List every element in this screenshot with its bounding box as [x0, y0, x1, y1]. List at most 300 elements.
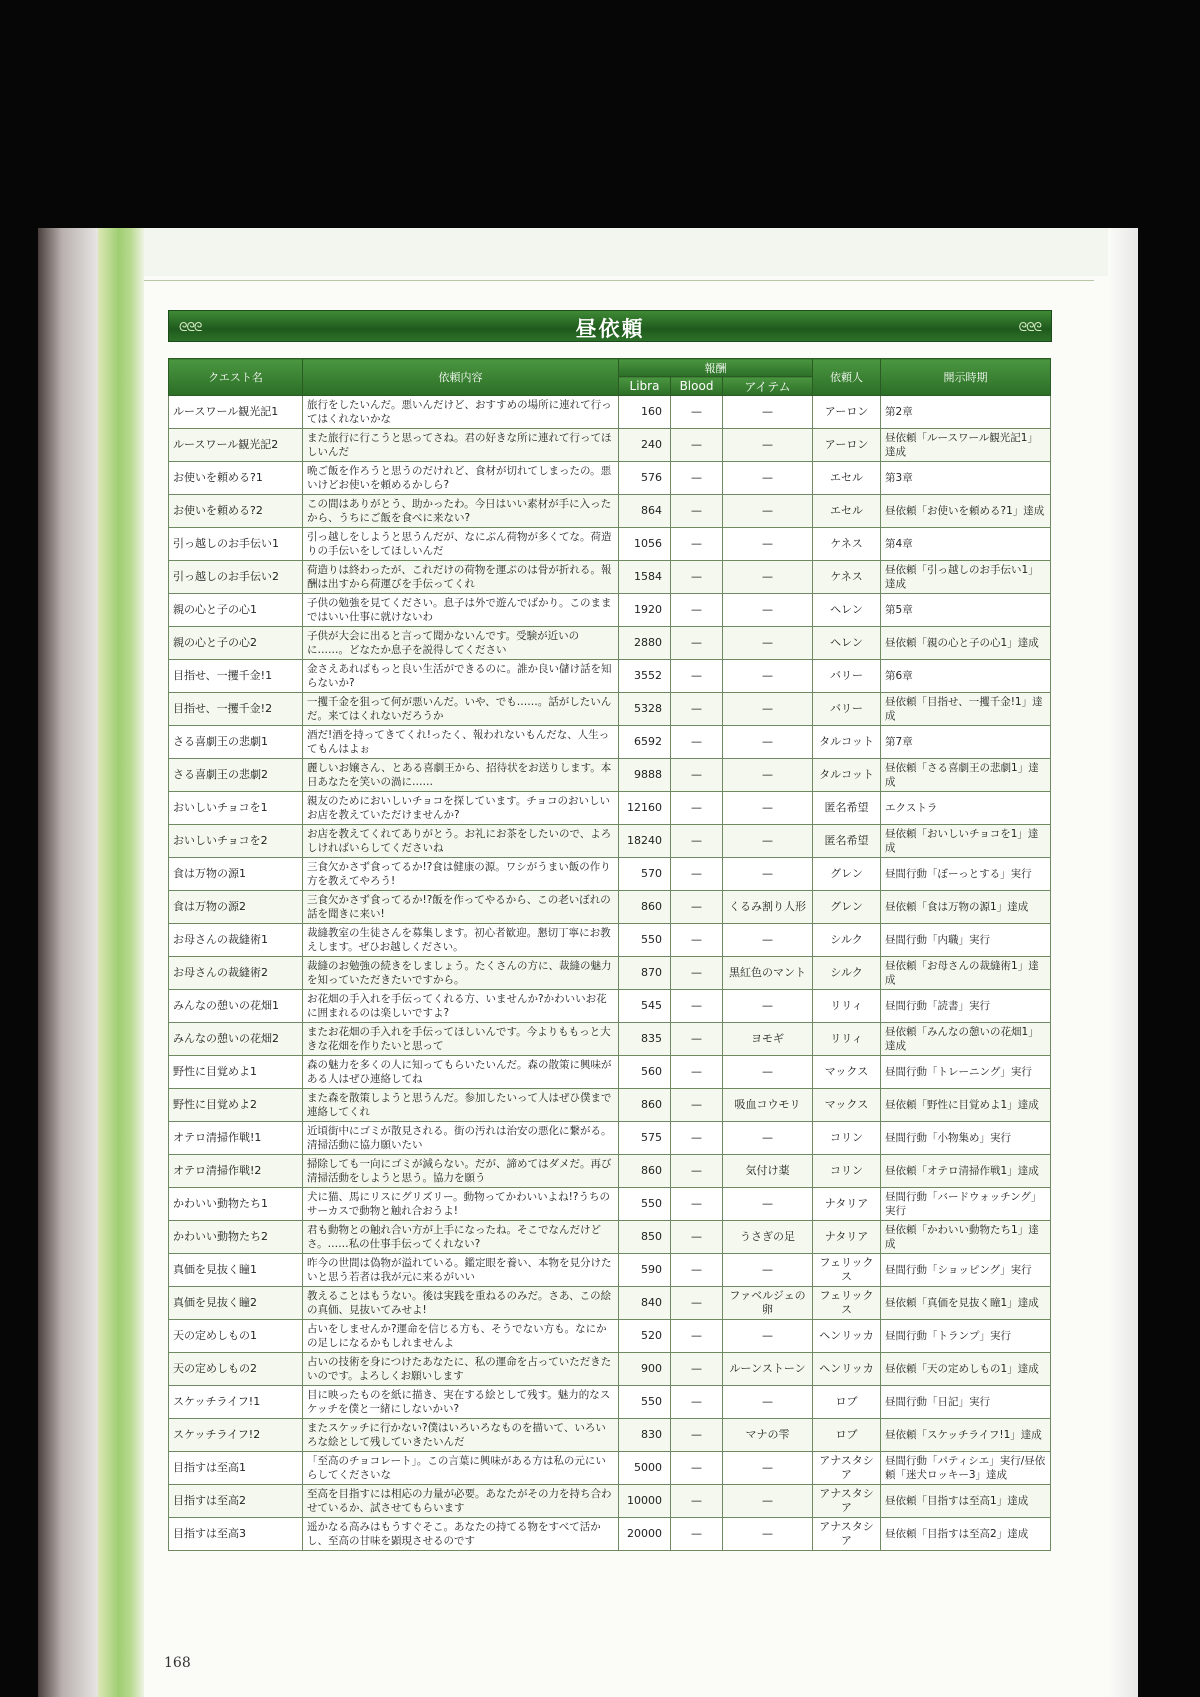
page-right-edge [1108, 228, 1138, 1697]
table-row [169, 1023, 1051, 1056]
quest-name-cell: 野性に目覚めよ2 [169, 1089, 303, 1122]
table-row [169, 396, 1051, 429]
condition-cell: 昼依頼「ルースワール観光記1」達成 [881, 429, 1051, 462]
quest-name-cell: 食は万物の源1 [169, 858, 303, 891]
header-item: アイテム [723, 377, 813, 396]
libra-cell: 1584 [619, 561, 671, 594]
content-cell: お店を教えてくれてありがとう。お礼にお茶をしたいので、よろしければいらしてくださいね [303, 825, 619, 858]
content-cell: 至高を目指すには相応の力量が必要。あなたがその力を持ち合わせているか、試させてもらいます [303, 1485, 619, 1518]
item-cell: ファベルジェの卵 [723, 1287, 813, 1320]
page-header-strip [144, 228, 1138, 276]
ornament-left-icon: ᘓᘓᘓ [179, 320, 202, 334]
content-cell: 子供が大会に出ると言って聞かないんです。受験が近いのに……。どなたか息子を説得してください [303, 627, 619, 660]
quest-name-cell: 天の定めしもの1 [169, 1320, 303, 1353]
quest-name-cell: 親の心と子の心1 [169, 594, 303, 627]
item-cell: — [723, 1188, 813, 1221]
content-cell: 近頃街中にゴミが散見される。街の汚れは治安の悪化に繋がる。清掃活動に協力願いたい [303, 1122, 619, 1155]
blood-cell: — [671, 1188, 723, 1221]
item-cell: 気付け薬 [723, 1155, 813, 1188]
item-cell: — [723, 1254, 813, 1287]
item-cell: — [723, 1386, 813, 1419]
libra-cell: 6592 [619, 726, 671, 759]
content-cell: 教えることはもうない。後は実践を重ねるのみだ。さあ、この絵の真価、見抜いてみせよ! [303, 1287, 619, 1320]
table-row [169, 1056, 1051, 1089]
content-cell: 占いをしませんか?運命を信じる方も、そうでない方も。なにかの足しになるかもしれませんよ [303, 1320, 619, 1353]
header-client: 依頼人 [813, 359, 881, 396]
condition-cell: 昼依頼「天の定めしもの1」達成 [881, 1353, 1051, 1386]
client-cell: シルク [813, 924, 881, 957]
table-row [169, 429, 1051, 462]
libra-cell: 576 [619, 462, 671, 495]
quest-name-cell: 引っ越しのお手伝い1 [169, 528, 303, 561]
libra-cell: 864 [619, 495, 671, 528]
blood-cell: — [671, 1056, 723, 1089]
libra-cell: 20000 [619, 1518, 671, 1551]
content-cell: 「至高のチョコレート」。この言葉に興味がある方は私の元にいらしてくださいな [303, 1452, 619, 1485]
blood-cell: — [671, 858, 723, 891]
blood-cell: — [671, 462, 723, 495]
header-libra: Libra [619, 377, 671, 396]
item-cell: — [723, 1452, 813, 1485]
table-row [169, 957, 1051, 990]
condition-cell: 昼間行動「トレーニング」実行 [881, 1056, 1051, 1089]
item-cell: — [723, 396, 813, 429]
table-row [169, 495, 1051, 528]
item-cell: — [723, 858, 813, 891]
libra-cell: 1920 [619, 594, 671, 627]
condition-cell: 昼依頼「みんなの憩いの花畑1」達成 [881, 1023, 1051, 1056]
libra-cell: 10000 [619, 1485, 671, 1518]
blood-cell: — [671, 759, 723, 792]
libra-cell: 900 [619, 1353, 671, 1386]
quest-name-cell: さる喜劇王の悲劇2 [169, 759, 303, 792]
quest-name-cell: スケッチライフ!2 [169, 1419, 303, 1452]
quest-name-cell: ルースワール観光記2 [169, 429, 303, 462]
item-cell: ヨモギ [723, 1023, 813, 1056]
quest-name-cell: スケッチライフ!1 [169, 1386, 303, 1419]
client-cell: 匿名希望 [813, 825, 881, 858]
item-cell: — [723, 693, 813, 726]
table-row [169, 462, 1051, 495]
condition-cell: 昼依頼「オテロ清掃作戦1」達成 [881, 1155, 1051, 1188]
item-cell: — [723, 495, 813, 528]
content-cell: 酒だ!酒を持ってきてくれ!ったく、報われないもんだな、人生ってもんはよぉ [303, 726, 619, 759]
client-cell: グレン [813, 858, 881, 891]
client-cell: ロブ [813, 1386, 881, 1419]
quest-name-cell: お母さんの裁縫術2 [169, 957, 303, 990]
quest-name-cell: 真価を見抜く瞳2 [169, 1287, 303, 1320]
blood-cell: — [671, 1320, 723, 1353]
condition-cell: 昼間行動「トランプ」実行 [881, 1320, 1051, 1353]
quest-table-body [169, 396, 1051, 1551]
table-row [169, 1485, 1051, 1518]
content-cell: 親友のためにおいしいチョコを探しています。チョコのおいしいお店を教えていただけませんか? [303, 792, 619, 825]
libra-cell: 860 [619, 1089, 671, 1122]
client-cell: アナスタシア [813, 1518, 881, 1551]
condition-cell: 昼依頼「スケッチライフ!1」達成 [881, 1419, 1051, 1452]
client-cell: ナタリア [813, 1221, 881, 1254]
quest-name-cell: 食は万物の源2 [169, 891, 303, 924]
condition-cell: 昼間行動「読書」実行 [881, 990, 1051, 1023]
condition-cell: エクストラ [881, 792, 1051, 825]
blood-cell: — [671, 1155, 723, 1188]
libra-cell: 830 [619, 1419, 671, 1452]
quest-name-cell: かわいい動物たち1 [169, 1188, 303, 1221]
condition-cell: 第7章 [881, 726, 1051, 759]
item-cell: — [723, 1122, 813, 1155]
condition-cell: 昼間行動「ショッピング」実行 [881, 1254, 1051, 1287]
item-cell: — [723, 561, 813, 594]
blood-cell: — [671, 924, 723, 957]
table-row [169, 924, 1051, 957]
client-cell: バリー [813, 660, 881, 693]
libra-cell: 870 [619, 957, 671, 990]
condition-cell: 昼依頼「目指すは至高1」達成 [881, 1485, 1051, 1518]
client-cell: ヘレン [813, 627, 881, 660]
blood-cell: — [671, 957, 723, 990]
content-cell: お花畑の手入れを手伝ってくれる方、いませんか?かわいいお花に囲まれるのは楽しいですよ? [303, 990, 619, 1023]
blood-cell: — [671, 693, 723, 726]
condition-cell: 第6章 [881, 660, 1051, 693]
libra-cell: 12160 [619, 792, 671, 825]
blood-cell: — [671, 1386, 723, 1419]
table-row [169, 627, 1051, 660]
blood-cell: — [671, 990, 723, 1023]
condition-cell: 第2章 [881, 396, 1051, 429]
libra-cell: 835 [619, 1023, 671, 1056]
item-cell: — [723, 759, 813, 792]
table-row [169, 1287, 1051, 1320]
libra-cell: 860 [619, 891, 671, 924]
item-cell: — [723, 792, 813, 825]
client-cell: アナスタシア [813, 1452, 881, 1485]
blood-cell: — [671, 1353, 723, 1386]
condition-cell: 昼依頼「おいしいチョコを1」達成 [881, 825, 1051, 858]
blood-cell: — [671, 792, 723, 825]
section-title-bar [168, 310, 1052, 342]
table-row [169, 660, 1051, 693]
libra-cell: 160 [619, 396, 671, 429]
quest-name-cell: おいしいチョコを2 [169, 825, 303, 858]
page-green-edge [98, 228, 144, 1697]
libra-cell: 590 [619, 1254, 671, 1287]
condition-cell: 昼依頼「目指せ、一攫千金!1」達成 [881, 693, 1051, 726]
condition-cell: 昼依頼「さる喜劇王の悲劇1」達成 [881, 759, 1051, 792]
quest-name-cell: オテロ清掃作戦!1 [169, 1122, 303, 1155]
content-cell: 一攫千金を狙って何が悪いんだ。いや、でも……。話がしたいんだ。来てはくれないだろうか [303, 693, 619, 726]
client-cell: バリー [813, 693, 881, 726]
blood-cell: — [671, 627, 723, 660]
libra-cell: 560 [619, 1056, 671, 1089]
content-cell: 荷造りは終わったが、これだけの荷物を運ぶのは骨が折れる。報酬は出すから荷運びを手伝ってくれ [303, 561, 619, 594]
header-quest-name: クエスト名 [169, 359, 303, 396]
table-row [169, 1122, 1051, 1155]
content-cell: この間はありがとう、助かったわ。今日はいい素材が手に入ったから、うちにご飯を食べに来ない? [303, 495, 619, 528]
header-blood: Blood [671, 377, 723, 396]
client-cell: エセル [813, 495, 881, 528]
condition-cell: 昼依頼「引っ越しのお手伝い1」達成 [881, 561, 1051, 594]
content-cell: 裁縫教室の生徒さんを募集します。初心者歓迎。懇切丁寧にお教えします。ぜひお越しください。 [303, 924, 619, 957]
content-cell: 三食欠かさず食ってるか!?食は健康の源。ワシがうまい飯の作り方を教えてやろう! [303, 858, 619, 891]
header-content: 依頼内容 [303, 359, 619, 396]
libra-cell: 840 [619, 1287, 671, 1320]
page-number: 168 [164, 1655, 191, 1671]
libra-cell: 2880 [619, 627, 671, 660]
blood-cell: — [671, 825, 723, 858]
content-cell: 旅行をしたいんだ。悪いんだけど、おすすめの場所に連れて行ってはくれないかな [303, 396, 619, 429]
header-condition: 開示時期 [881, 359, 1051, 396]
condition-cell: 昼間行動「小物集め」実行 [881, 1122, 1051, 1155]
libra-cell: 550 [619, 1386, 671, 1419]
libra-cell: 240 [619, 429, 671, 462]
blood-cell: — [671, 1452, 723, 1485]
item-cell: — [723, 1518, 813, 1551]
condition-cell: 昼依頼「お使いを頼める?1」達成 [881, 495, 1051, 528]
table-row [169, 858, 1051, 891]
client-cell: マックス [813, 1056, 881, 1089]
book-page [38, 228, 1138, 1697]
libra-cell: 5328 [619, 693, 671, 726]
quest-name-cell: お母さんの裁縫術1 [169, 924, 303, 957]
table-row [169, 1353, 1051, 1386]
table-row [169, 1254, 1051, 1287]
table-row [169, 1320, 1051, 1353]
blood-cell: — [671, 1254, 723, 1287]
condition-cell: 昼間行動「パティシエ」実行/昼依頼「迷犬ロッキー3」達成 [881, 1452, 1051, 1485]
client-cell: フェリックス [813, 1287, 881, 1320]
blood-cell: — [671, 1023, 723, 1056]
quest-name-cell: 天の定めしもの2 [169, 1353, 303, 1386]
client-cell: エセル [813, 462, 881, 495]
table-row [169, 693, 1051, 726]
client-cell: タルコット [813, 759, 881, 792]
table-row [169, 594, 1051, 627]
content-cell: 占いの技術を身につけたあなたに、私の運命を占っていただきたいのです。よろしくお願いします [303, 1353, 619, 1386]
item-cell: — [723, 1320, 813, 1353]
table-row [169, 792, 1051, 825]
client-cell: ヘンリッカ [813, 1353, 881, 1386]
quest-name-cell: 野性に目覚めよ1 [169, 1056, 303, 1089]
client-cell: コリン [813, 1155, 881, 1188]
condition-cell: 第3章 [881, 462, 1051, 495]
blood-cell: — [671, 1518, 723, 1551]
quest-name-cell: オテロ清掃作戦!2 [169, 1155, 303, 1188]
client-cell: ロブ [813, 1419, 881, 1452]
blood-cell: — [671, 396, 723, 429]
quest-name-cell: 真価を見抜く瞳1 [169, 1254, 303, 1287]
client-cell: リリィ [813, 990, 881, 1023]
libra-cell: 1056 [619, 528, 671, 561]
item-cell: — [723, 627, 813, 660]
quest-name-cell: 目指すは至高1 [169, 1452, 303, 1485]
content-cell: 引っ越しをしようと思うんだが、なにぶん荷物が多くてな。荷造りの手伝いをしてほしいんだ [303, 528, 619, 561]
item-cell: — [723, 1056, 813, 1089]
table-row [169, 759, 1051, 792]
client-cell: アナスタシア [813, 1485, 881, 1518]
quest-name-cell: 親の心と子の心2 [169, 627, 303, 660]
table-row [169, 1188, 1051, 1221]
libra-cell: 860 [619, 1155, 671, 1188]
quest-table [168, 358, 1051, 1551]
blood-cell: — [671, 528, 723, 561]
quest-name-cell: 引っ越しのお手伝い2 [169, 561, 303, 594]
content-cell: また森を散策しようと思うんだ。参加したいって人はぜひ僕まで連絡してくれ [303, 1089, 619, 1122]
client-cell: 匿名希望 [813, 792, 881, 825]
table-row [169, 1155, 1051, 1188]
client-cell: ナタリア [813, 1188, 881, 1221]
client-cell: グレン [813, 891, 881, 924]
quest-name-cell: お使いを頼める?1 [169, 462, 303, 495]
item-cell: — [723, 726, 813, 759]
table-row [169, 528, 1051, 561]
blood-cell: — [671, 1221, 723, 1254]
quest-name-cell: ルースワール観光記1 [169, 396, 303, 429]
item-cell: くるみ割り人形 [723, 891, 813, 924]
table-row [169, 726, 1051, 759]
quest-name-cell: みんなの憩いの花畑1 [169, 990, 303, 1023]
client-cell: コリン [813, 1122, 881, 1155]
content-cell: 森の魅力を多くの人に知ってもらいたいんだ。森の散策に興味がある人はぜひ連絡してね [303, 1056, 619, 1089]
item-cell: ルーンストーン [723, 1353, 813, 1386]
blood-cell: — [671, 1485, 723, 1518]
blood-cell: — [671, 660, 723, 693]
blood-cell: — [671, 1089, 723, 1122]
condition-cell: 昼間行動「バードウォッチング」実行 [881, 1188, 1051, 1221]
quest-name-cell: 目指せ、一攫千金!1 [169, 660, 303, 693]
content-cell: 晩ご飯を作ろうと思うのだけれど、食材が切れてしまったの。悪いけどお使いを頼めるかしら? [303, 462, 619, 495]
blood-cell: — [671, 561, 723, 594]
blood-cell: — [671, 1287, 723, 1320]
content-cell: 目に映ったものを紙に描き、実在する絵として残す。魅力的なスケッチを僕と一緒にしないかい? [303, 1386, 619, 1419]
header-rule [144, 280, 1094, 281]
condition-cell: 昼依頼「食は万物の源1」達成 [881, 891, 1051, 924]
libra-cell: 9888 [619, 759, 671, 792]
condition-cell: 昼間行動「ぼーっとする」実行 [881, 858, 1051, 891]
libra-cell: 850 [619, 1221, 671, 1254]
content-cell: 金さえあればもっと良い生活ができるのに。誰か良い儲け話を知らないか? [303, 660, 619, 693]
condition-cell: 昼依頼「お母さんの裁縫術1」達成 [881, 957, 1051, 990]
condition-cell: 昼依頼「目指すは至高2」達成 [881, 1518, 1051, 1551]
item-cell: 吸血コウモリ [723, 1089, 813, 1122]
quest-name-cell: 目指すは至高3 [169, 1518, 303, 1551]
item-cell: — [723, 660, 813, 693]
condition-cell: 昼間行動「日記」実行 [881, 1386, 1051, 1419]
client-cell: マックス [813, 1089, 881, 1122]
quest-name-cell: かわいい動物たち2 [169, 1221, 303, 1254]
client-cell: フェリックス [813, 1254, 881, 1287]
libra-cell: 3552 [619, 660, 671, 693]
content-cell: 掃除しても一向にゴミが減らない。だが、諦めてはダメだ。再び清掃活動をしようと思う。協力を願う [303, 1155, 619, 1188]
quest-name-cell: みんなの憩いの花畑2 [169, 1023, 303, 1056]
table-row [169, 1221, 1051, 1254]
table-row [169, 891, 1051, 924]
content-cell: 君も動物との触れ合い方が上手になったね。そこでなんだけどさ。……私の仕事手伝ってくれない? [303, 1221, 619, 1254]
blood-cell: — [671, 594, 723, 627]
item-cell: — [723, 1485, 813, 1518]
blood-cell: — [671, 1122, 723, 1155]
ornament-right-icon: ᘓᘓᘓ [1018, 320, 1041, 334]
table-row [169, 825, 1051, 858]
item-cell: — [723, 429, 813, 462]
client-cell: アーロン [813, 429, 881, 462]
libra-cell: 18240 [619, 825, 671, 858]
content-cell: 三食欠かさず食ってるか!?飯を作ってやるから、この老いぼれの話を聞きに来い! [303, 891, 619, 924]
item-cell: — [723, 594, 813, 627]
libra-cell: 5000 [619, 1452, 671, 1485]
blood-cell: — [671, 1419, 723, 1452]
table-row [169, 1386, 1051, 1419]
content-cell: 麗しいお嬢さん、とある喜劇王から、招待状をお送りします。本日あなたを笑いの渦に…… [303, 759, 619, 792]
condition-cell: 第5章 [881, 594, 1051, 627]
content-cell: 裁縫のお勉強の続きをしましょう。たくさんの方に、裁縫の魅力を知っていただきたいですから。 [303, 957, 619, 990]
client-cell: ヘンリッカ [813, 1320, 881, 1353]
client-cell: ケネス [813, 561, 881, 594]
libra-cell: 550 [619, 924, 671, 957]
table-row [169, 1518, 1051, 1551]
client-cell: タルコット [813, 726, 881, 759]
item-cell: — [723, 924, 813, 957]
condition-cell: 昼依頼「かわいい動物たち1」達成 [881, 1221, 1051, 1254]
client-cell: シルク [813, 957, 881, 990]
client-cell: アーロン [813, 396, 881, 429]
header-reward: 報酬 [619, 359, 813, 377]
quest-name-cell: さる喜劇王の悲劇1 [169, 726, 303, 759]
libra-cell: 570 [619, 858, 671, 891]
item-cell: — [723, 528, 813, 561]
section-title: 昼依頼 [575, 316, 645, 341]
client-cell: ヘレン [813, 594, 881, 627]
item-cell: うさぎの足 [723, 1221, 813, 1254]
blood-cell: — [671, 891, 723, 924]
content-cell: またスケッチに行かない?僕はいろいろなものを描いて、いろいろな絵として残していきたいんだ [303, 1419, 619, 1452]
blood-cell: — [671, 726, 723, 759]
blood-cell: — [671, 495, 723, 528]
item-cell: — [723, 825, 813, 858]
content-cell: 遥かなる高みはもうすぐそこ。あなたの持てる物をすべて活かし、至高の甘味を顕現させるのです [303, 1518, 619, 1551]
content-cell: またお花畑の手入れを手伝ってほしいんです。今よりももっと大きな花畑を作りたいと思って [303, 1023, 619, 1056]
condition-cell: 昼依頼「野性に目覚めよ1」達成 [881, 1089, 1051, 1122]
condition-cell: 昼間行動「内職」実行 [881, 924, 1051, 957]
quest-name-cell: お使いを頼める?2 [169, 495, 303, 528]
table-row [169, 561, 1051, 594]
table-row [169, 1089, 1051, 1122]
content-cell: 子供の勉強を見てください。息子は外で遊んでばかり。このままではいい仕事に就けないわ [303, 594, 619, 627]
item-cell: 黒紅色のマント [723, 957, 813, 990]
libra-cell: 545 [619, 990, 671, 1023]
content-cell: また旅行に行こうと思ってさね。君の好きな所に連れて行ってほしいんだ [303, 429, 619, 462]
libra-cell: 520 [619, 1320, 671, 1353]
quest-name-cell: 目指せ、一攫千金!2 [169, 693, 303, 726]
item-cell: — [723, 462, 813, 495]
client-cell: ケネス [813, 528, 881, 561]
libra-cell: 550 [619, 1188, 671, 1221]
quest-name-cell: おいしいチョコを1 [169, 792, 303, 825]
table-row [169, 990, 1051, 1023]
condition-cell: 第4章 [881, 528, 1051, 561]
quest-name-cell: 目指すは至高2 [169, 1485, 303, 1518]
item-cell: マナの雫 [723, 1419, 813, 1452]
condition-cell: 昼依頼「親の心と子の心1」達成 [881, 627, 1051, 660]
content-cell: 犬に猫、馬にリスにグリズリー。動物ってかわいいよね!?うちのサーカスで動物と触れ合おうよ! [303, 1188, 619, 1221]
item-cell: — [723, 990, 813, 1023]
client-cell: リリィ [813, 1023, 881, 1056]
blood-cell: — [671, 429, 723, 462]
table-row [169, 1419, 1051, 1452]
content-cell: 昨今の世間は偽物が溢れている。鑑定眼を養い、本物を見分けたいと思う若者は我が元に来るがいい [303, 1254, 619, 1287]
libra-cell: 575 [619, 1122, 671, 1155]
page-gutter-shadow [38, 228, 98, 1697]
condition-cell: 昼依頼「真価を見抜く瞳1」達成 [881, 1287, 1051, 1320]
